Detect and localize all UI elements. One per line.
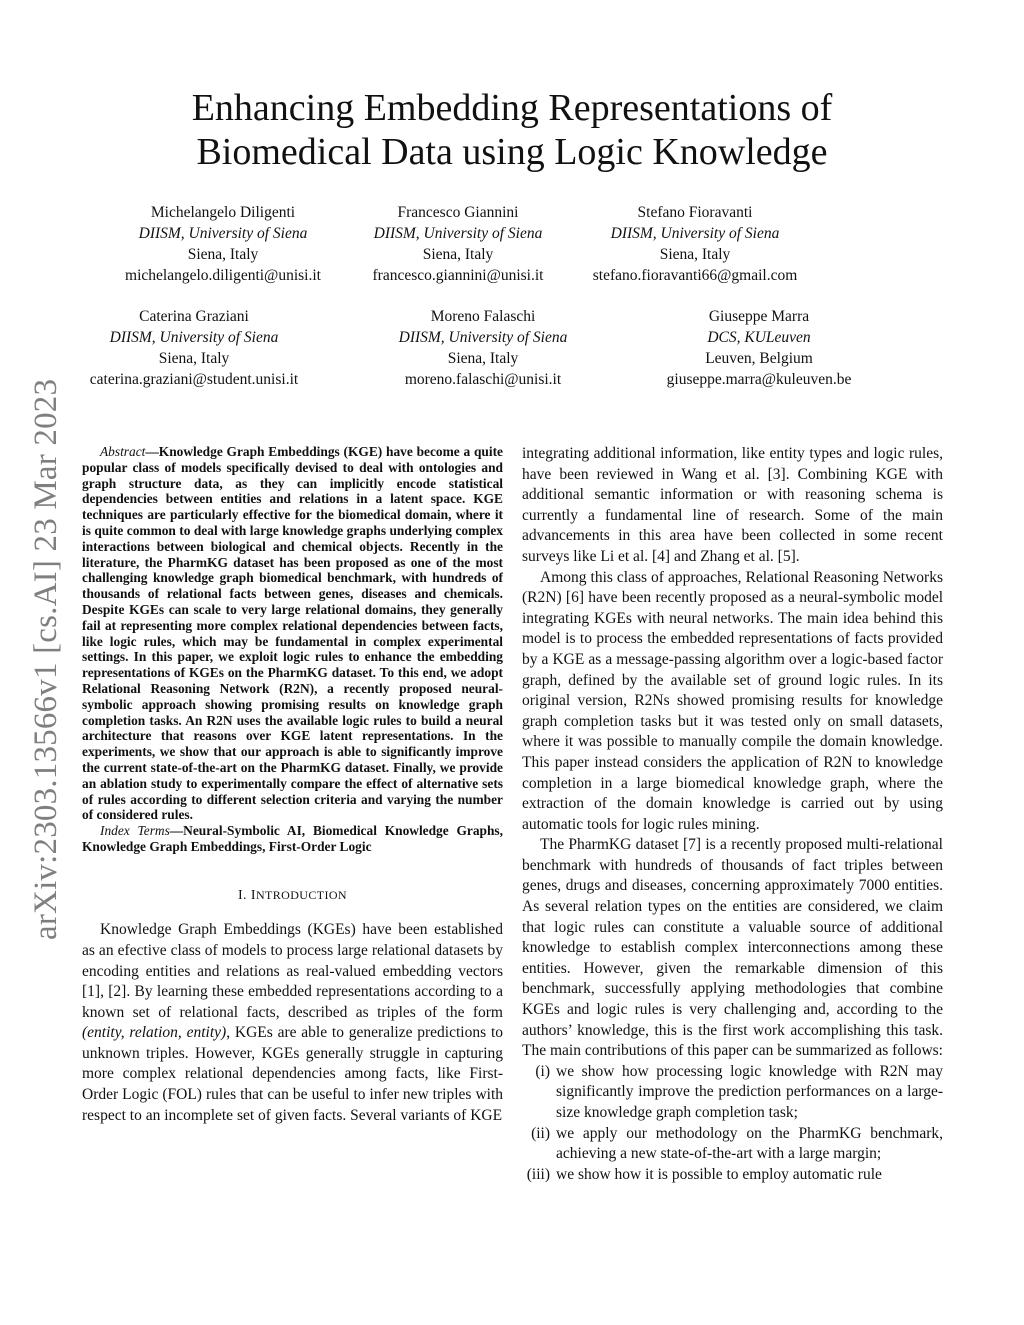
author-name: Caterina Graziani	[139, 308, 249, 325]
author-block	[348, 306, 618, 390]
author-affiliation: DCS, KULeuven	[707, 329, 811, 346]
author-block	[624, 306, 894, 390]
author-name: Giuseppe Marra	[708, 308, 810, 325]
list-item	[522, 1124, 943, 1165]
right-column	[522, 444, 943, 1185]
list-marker: (i)	[535, 1062, 550, 1080]
intro-text-after: , KGEs are able to generalize predictions to unknown triples. However, KGEs generally struggle in capturing more complex relational dependencies among facts, like First-Order Logic (FOL) rules that can be useful to infer new triples with respect to an incomplete set of given facts. Several variants of KGE	[82, 1024, 503, 1124]
abstract-label: Abstract	[100, 444, 146, 459]
author-name: Moreno Falaschi	[430, 308, 536, 325]
abstract	[82, 444, 503, 823]
author-affiliation: DIISM, University of Siena	[398, 329, 568, 346]
intro-paragraph-1	[82, 920, 503, 1126]
author-email: francesco.giannini@unisi.it	[372, 267, 544, 284]
author-affiliation: DIISM, University of Siena	[610, 225, 780, 242]
section-numeral: I. I	[238, 887, 256, 903]
author-email: michelangelo.diligenti@unisi.it	[125, 267, 321, 284]
right-paragraph-2: Among this class of approaches, Relational Reasoning Networks (R2N) [6] have been recently proposed as a neural-symbolic model integrating KGEs with neural networks. The main idea behind this model is to process the embedded representations of facts provided by a KGE as a message-passing algorithm over a logic-based factor graph, defined by the available set of ground logic rules. In its original version, R2Ns showed promising results for knowledge graph completion tasks but it was tested only on small datasets, where it was possible to manually compile the domain knowledge. This paper instead considers the application of R2N to knowledge completion in a large biomedical knowledge graph, where the extraction of the domain knowledge is carried out by using automatic tools for logic rules mining.	[522, 568, 943, 833]
list-item-text: we apply our methodology on the PharmKG benchmark, achieving a new state-of-the-art with a large margin;	[556, 1124, 943, 1163]
arxiv-identifier: arXiv:2303.13566v1 [cs.AI] 23 Mar 2023	[28, 378, 64, 940]
author-location: Siena, Italy	[422, 246, 494, 263]
list-item	[522, 1062, 943, 1124]
index-terms-text: —Neural-Symbolic AI, Biomedical Knowledge Graphs, Knowledge Graph Embeddings, First-Order Logic	[82, 823, 503, 854]
index-terms	[82, 823, 503, 855]
author-email: giuseppe.marra@kuleuven.be	[666, 371, 852, 388]
author-affiliation: DIISM, University of Siena	[109, 329, 279, 346]
intro-text-before: Knowledge Graph Embeddings (KGEs) have been established as an efective class of models to process large relational datasets by encoding entities and relations as real-valued embedding vectors [1], [2]. By learning these embedded representations according to a known set of relational facts, described as triples of the form	[82, 921, 503, 1021]
abstract-text: —Knowledge Graph Embeddings (KGE) have become a quite popular class of models specifically devised to deal with ontologies and graph structure data, as they can implicitly encode statistical dependencies between entities and relations in a latent space. KGE techniques are particularly effective for the biomedical domain, where it is quite common to deal with large knowledge graphs underlying complex interactions between biological and chemical objects. Recently in the literature, the PharmKG dataset has been proposed as one of the most challenging knowledge graph biomedical benchmark, with hundreds of thousands of relational facts between genes, diseases and chemicals. Despite KGEs can scale to very large relational domains, they generally fail at representing more complex relational dependencies between facts, like logic rules, which may be fundamental in complex experimental settings. In this paper, we exploit logic rules to enhance the embedding representations of KGEs on the PharmKG dataset. To this end, we adopt Relational Reasoning Network (R2N), a recently proposed neural-symbolic approach showing promising results on knowledge graph completion tasks. An R2N uses the available logic rules to build a neural architecture that reasons over KGE latent representations. In the experiments, we show that our approach is able to significantly improve the current state-of-the-art on the PharmKG dataset. Finally, we provide an ablation study to experimentally compare the effect of alternative sets of rules according to different selection criteria and varying the number of considered rules.	[82, 444, 503, 823]
author-affiliation: DIISM, University of Siena	[138, 225, 308, 242]
author-block	[323, 202, 593, 286]
right-paragraph-1: integrating additional information, like entity types and logic rules, have been reviewed in Wang et al. [3]. Combining KGE with additional semantic information or with reasoning schema is currently a fundamental line of research. Some of the main advancements in this area have been collected in some recent surveys like Li et al. [4] and Zhang et al. [5].	[522, 445, 943, 565]
author-location: Leuven, Belgium	[705, 350, 813, 367]
author-email: caterina.graziani@student.unisi.it	[89, 371, 299, 388]
author-block	[560, 202, 830, 286]
author-location: Siena, Italy	[158, 350, 230, 367]
section-name: NTRODUCTION	[255, 887, 347, 902]
author-email: stefano.fioravanti66@gmail.com	[592, 267, 798, 284]
author-block	[59, 306, 329, 390]
title-line-2: Biomedical Data using Logic Knowledge	[196, 131, 828, 173]
title-line-1: Enhancing Embedding Representations of	[191, 87, 833, 129]
left-column	[82, 444, 503, 1126]
author-block	[88, 202, 358, 286]
section-heading-introduction	[82, 885, 503, 907]
author-name: Francesco Giannini	[397, 204, 519, 221]
author-name: Stefano Fioravanti	[637, 204, 753, 221]
author-name: Michelangelo Diligenti	[150, 204, 296, 221]
list-marker: (iii)	[526, 1165, 550, 1183]
list-item	[522, 1165, 943, 1186]
triple-notation: (entity, relation, entity)	[82, 1024, 227, 1042]
list-item-text: we show how processing logic knowledge with R2N may significantly improve the prediction performances on a large-size knowledge graph completion task;	[556, 1062, 943, 1121]
author-affiliation: DIISM, University of Siena	[373, 225, 543, 242]
contributions-list	[522, 1062, 943, 1186]
author-location: Siena, Italy	[447, 350, 519, 367]
author-email: moreno.falaschi@unisi.it	[404, 371, 562, 388]
list-item-text: we show how it is possible to employ automatic rule	[556, 1165, 882, 1183]
author-location: Siena, Italy	[659, 246, 731, 263]
paper-title	[110, 86, 914, 174]
list-marker: (ii)	[531, 1124, 550, 1142]
right-paragraph-3: The PharmKG dataset [7] is a recently proposed multi-relational benchmark with hundreds of thousands of fact triples between genes, drugs and diseases, concerning approximately 7000 entities. As several relation types on the entities are considered, we claim that logic rules can constitute a valuable source of additional knowledge to establish complex interconnections among these entities. However, given the remarkable dimension of this benchmark, successfully applying methodologies that combine KGEs and logic rules is very challenging and, according to the authors’ knowledge, this is the first work accomplishing this task. The main contributions of this paper can be summarized as follows:	[522, 836, 943, 1060]
index-terms-label: Index Terms	[100, 823, 170, 839]
author-location: Siena, Italy	[187, 246, 259, 263]
